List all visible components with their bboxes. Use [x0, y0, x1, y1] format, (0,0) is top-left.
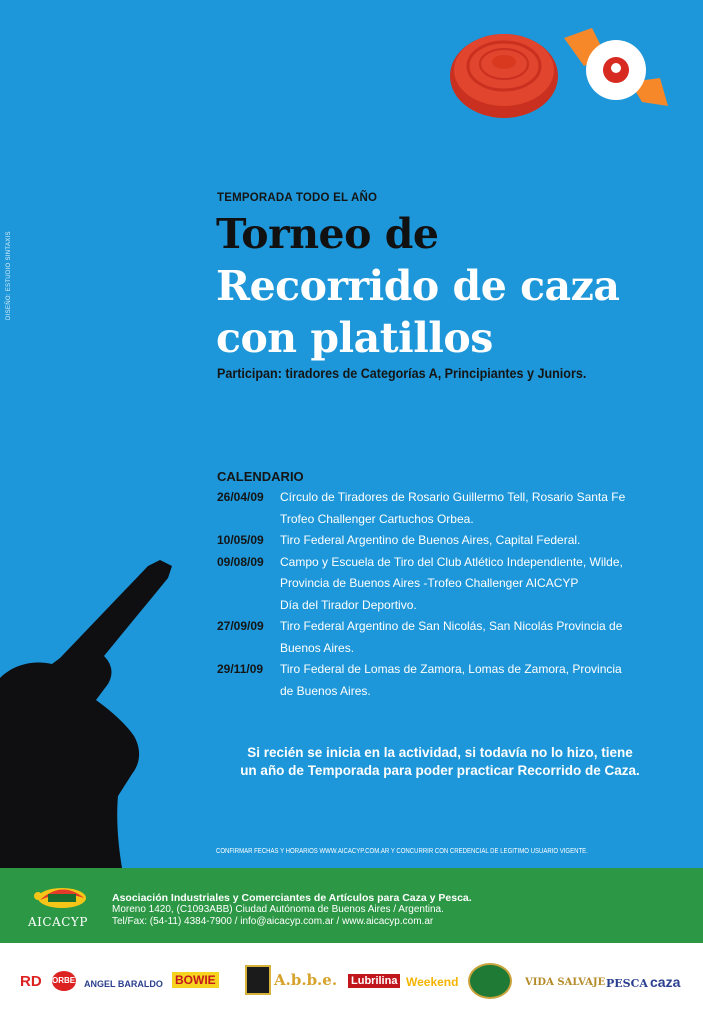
event-line: Buenos Aires. — [280, 640, 355, 655]
event-line: Provincia de Buenos Aires -Trofeo Challenger AICACYP — [280, 576, 579, 590]
beginner-note — [200, 744, 680, 780]
calendar-event — [217, 487, 687, 530]
note-line: un año de Temporada para poder practicar Recorrido de Caza. — [240, 763, 640, 778]
sponsor-badge-icon — [245, 965, 271, 995]
clay-target-broken — [564, 28, 668, 106]
event-line: Trofeo Challenger Cartuchos Orbea. — [280, 511, 474, 526]
clay-target-red — [450, 34, 558, 118]
footer-bar — [0, 868, 703, 943]
sponsor-bowie: BOWIE — [172, 972, 219, 988]
design-credit — [2, 210, 20, 330]
participants-text: Participan: tiradores de Categorías A, Principiantes y Juniors. — [217, 366, 587, 381]
title-line-1: Torneo de — [216, 210, 439, 258]
clay-targets-image — [446, 22, 678, 132]
note-line: Si recién se inicia en la actividad, si todavía no lo hizo, tiene — [247, 745, 633, 760]
season-label: TEMPORADA TODO EL AÑO — [217, 192, 378, 204]
title-line-3: con platillos — [216, 314, 493, 362]
shooter-silhouette — [0, 560, 190, 868]
sponsor-caza: caza — [650, 974, 681, 990]
event-description — [280, 659, 687, 702]
event-date: 27/09/09 — [217, 619, 264, 633]
confirm-notice: CONFIRMAR FECHAS Y HORARIOS WWW.AICACYP.COM.AR Y CONCURRIR CON CREDENCIAL DE LEGITIMO USUARIO VIGENTE. — [216, 848, 588, 855]
event-line: Tiro Federal Argentino de San Nicolás, San Nicolás Provincia de — [280, 619, 623, 633]
title-line-2: Recorrido de caza — [216, 262, 620, 310]
event-line: Día del Tirador Deportivo. — [280, 597, 417, 612]
event-date: 26/04/09 — [217, 490, 264, 504]
calendar-heading: CALENDARIO — [217, 469, 304, 484]
calendar-list — [217, 487, 687, 702]
event-description — [280, 616, 687, 659]
calendar-event — [217, 616, 687, 659]
sponsor-emblem-icon — [468, 963, 512, 999]
event-date: 10/05/09 — [217, 533, 264, 547]
event-line: Círculo de Tiradores de Rosario Guillermo Tell, Rosario Santa Fe — [280, 490, 626, 504]
event-line: Tiro Federal Argentino de Buenos Aires, Capital Federal. — [280, 533, 581, 547]
design-credit-text: DISEÑO: ESTUDIO SINTAXIS — [6, 231, 12, 320]
event-date: 09/08/09 — [217, 554, 264, 569]
event-description — [280, 530, 687, 552]
event-line: de Buenos Aires. — [280, 683, 371, 698]
sponsor-vida-salvaje: VIDA SALVAJE — [525, 977, 606, 988]
org-address: Moreno 1420, (C1093ABB) Ciudad Autónoma de Buenos Aires / Argentina. — [112, 904, 444, 915]
org-contact: Tel/Fax: (54-11) 4384-7900 / info@aicacyp.com.ar / www.aicacyp.com.ar — [112, 916, 434, 927]
sponsor-lubrilina: Lubrilina — [348, 974, 400, 988]
event-title — [216, 208, 696, 364]
event-line: Campo y Escuela de Tiro del Club Atlético Independiente, Wilde, — [280, 554, 623, 569]
aicacyp-logo-text: AICACYP — [28, 915, 88, 929]
calendar-event — [217, 659, 687, 702]
sponsor-angel-baraldo: ANGEL BARALDO — [84, 979, 163, 989]
sponsor-strip — [0, 943, 703, 1024]
event-description — [280, 552, 687, 617]
event-description — [280, 487, 687, 530]
org-name: Asociación Industriales y Comerciantes de Artículos para Caza y Pesca. — [112, 892, 472, 904]
sponsor-pesca: PESCA — [606, 977, 648, 990]
event-date: 29/11/09 — [217, 662, 264, 676]
calendar-event — [217, 552, 687, 617]
organization-info — [112, 892, 472, 928]
sponsor-weekend: Weekend — [406, 975, 459, 989]
sponsor-abbe: A.b.b.e. — [274, 971, 338, 989]
calendar-event — [217, 530, 687, 552]
sponsor-rd: RD — [20, 973, 42, 990]
event-line: Tiro Federal de Lomas de Zamora, Lomas de Zamora, Provincia — [280, 662, 622, 676]
sponsor-orbea: ORBEA — [52, 971, 76, 991]
